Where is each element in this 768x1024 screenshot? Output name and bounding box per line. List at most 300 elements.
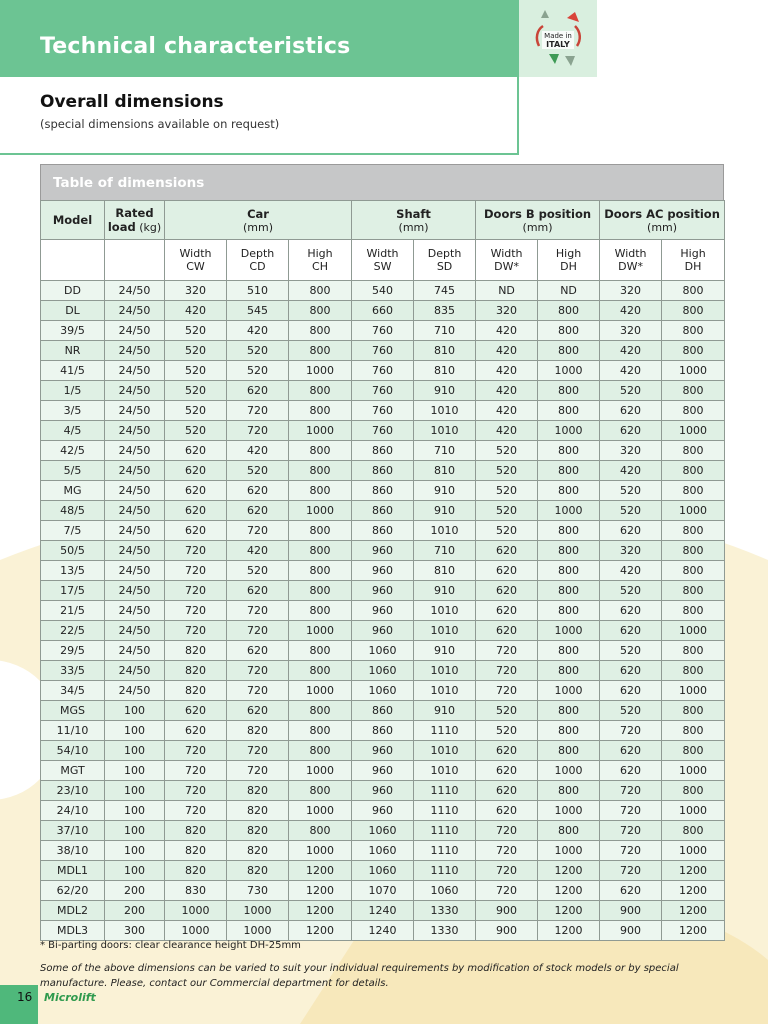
model-cell: 4/5 <box>41 421 105 441</box>
table-cell: 1010 <box>414 601 476 621</box>
model-cell: 42/5 <box>41 441 105 461</box>
table-cell: 1060 <box>352 821 414 841</box>
table-cell: 800 <box>289 661 352 681</box>
table-cell: 910 <box>414 641 476 661</box>
table-cell: 800 <box>538 301 600 321</box>
model-cell: 33/5 <box>41 661 105 681</box>
table-cell: 1070 <box>352 881 414 901</box>
table-cell: 420 <box>227 321 289 341</box>
section-title: Overall dimensions <box>40 92 224 112</box>
svg-text:ITALY: ITALY <box>546 40 570 49</box>
table-cell: 820 <box>227 801 289 821</box>
table-cell: 620 <box>165 441 227 461</box>
table-cell: 800 <box>538 521 600 541</box>
table-cell: 520 <box>600 501 662 521</box>
table-row <box>41 721 725 741</box>
table-cell: 720 <box>600 801 662 821</box>
table-cell: 100 <box>105 781 165 801</box>
table-cell: 800 <box>662 561 725 581</box>
subheader-empty <box>105 240 165 281</box>
subheader-cell: High DH <box>538 240 600 281</box>
table-cell: 620 <box>476 801 538 821</box>
table-row <box>41 581 725 601</box>
model-cell: 37/10 <box>41 821 105 841</box>
table-cell: 520 <box>476 461 538 481</box>
table-cell: 420 <box>600 341 662 361</box>
table-cell: 200 <box>105 901 165 921</box>
table-cell: 820 <box>165 661 227 681</box>
table-cell: 760 <box>352 381 414 401</box>
table-cell: 1000 <box>538 801 600 821</box>
table-cell: 800 <box>538 441 600 461</box>
footnote: * Bi-parting doors: clear clearance height DH-25mm <box>40 940 301 951</box>
table-cell: 620 <box>600 741 662 761</box>
table-cell: 860 <box>352 501 414 521</box>
table-cell: 800 <box>538 581 600 601</box>
table-cell: 800 <box>289 381 352 401</box>
table-cell: 910 <box>414 481 476 501</box>
model-cell: 48/5 <box>41 501 105 521</box>
table-cell: 100 <box>105 741 165 761</box>
table-cell: 800 <box>289 721 352 741</box>
table-cell: 820 <box>227 781 289 801</box>
table-cell: 420 <box>476 401 538 421</box>
table-cell: 100 <box>105 761 165 781</box>
table-cell: 820 <box>227 821 289 841</box>
model-cell: DD <box>41 281 105 301</box>
table-cell: 1000 <box>662 841 725 861</box>
table-cell: 860 <box>352 441 414 461</box>
table-cell: 620 <box>600 761 662 781</box>
table-cell: 800 <box>662 281 725 301</box>
table-cell: 800 <box>538 541 600 561</box>
table-cell: 1000 <box>289 801 352 821</box>
table-cell: 620 <box>165 721 227 741</box>
table-cell: 1000 <box>538 841 600 861</box>
model-cell: 21/5 <box>41 601 105 621</box>
table-cell: 800 <box>289 461 352 481</box>
table-cell: 760 <box>352 321 414 341</box>
table-cell: 860 <box>352 521 414 541</box>
table-cell: 24/50 <box>105 301 165 321</box>
table-cell: 24/50 <box>105 361 165 381</box>
table-cell: 720 <box>165 781 227 801</box>
model-cell: 54/10 <box>41 741 105 761</box>
table-cell: 1200 <box>538 881 600 901</box>
table-cell: 24/50 <box>105 281 165 301</box>
subheader-empty <box>41 240 105 281</box>
table-body <box>41 281 725 941</box>
table-cell: 620 <box>600 681 662 701</box>
model-cell: 39/5 <box>41 321 105 341</box>
model-cell: MGT <box>41 761 105 781</box>
table-cell: 900 <box>600 901 662 921</box>
made-in-italy-icon <box>519 0 597 77</box>
table-cell: 620 <box>165 501 227 521</box>
table-cell: 830 <box>165 881 227 901</box>
table-cell: 1060 <box>352 841 414 861</box>
table-cell: ND <box>538 281 600 301</box>
table-cell: 620 <box>165 461 227 481</box>
table-cell: 720 <box>476 881 538 901</box>
table-cell: 1000 <box>538 361 600 381</box>
table-row <box>41 441 725 461</box>
table-cell: 1110 <box>414 801 476 821</box>
table-cell: 900 <box>476 901 538 921</box>
table-cell: 1110 <box>414 861 476 881</box>
model-cell: 1/5 <box>41 381 105 401</box>
table-row <box>41 461 725 481</box>
table-cell: 1060 <box>352 861 414 881</box>
table-row <box>41 741 725 761</box>
section-subtitle: (special dimensions available on request) <box>40 117 280 131</box>
table-cell: 1000 <box>662 761 725 781</box>
table-cell: 420 <box>476 321 538 341</box>
table-cell: 760 <box>352 361 414 381</box>
table-cell: 520 <box>600 381 662 401</box>
header-shaft: Shaft (mm) <box>352 201 476 240</box>
table-cell: 1200 <box>289 921 352 941</box>
table-cell: 800 <box>662 541 725 561</box>
table-cell: 1000 <box>538 501 600 521</box>
table-cell: 900 <box>600 921 662 941</box>
subheader-cell: Depth CD <box>227 240 289 281</box>
model-cell: 24/10 <box>41 801 105 821</box>
table-row <box>41 301 725 321</box>
table-cell: 1000 <box>538 761 600 781</box>
table-cell: 800 <box>289 521 352 541</box>
table-cell: 720 <box>600 721 662 741</box>
table-cell: 720 <box>476 681 538 701</box>
table-cell: 510 <box>227 281 289 301</box>
table-row <box>41 641 725 661</box>
svg-text:Made in: Made in <box>544 32 572 40</box>
page-title: Technical characteristics <box>40 34 351 59</box>
table-cell: 1200 <box>662 901 725 921</box>
table-cell: 720 <box>476 841 538 861</box>
table-cell: 620 <box>600 881 662 901</box>
table-cell: 320 <box>600 281 662 301</box>
dimensions-table <box>40 200 725 941</box>
table-cell: 620 <box>227 641 289 661</box>
table-row <box>41 681 725 701</box>
table-cell: 24/50 <box>105 321 165 341</box>
header-car: Car (mm) <box>165 201 352 240</box>
table-cell: 1010 <box>414 401 476 421</box>
table-row <box>41 501 725 521</box>
table-cell: 620 <box>476 781 538 801</box>
table-cell: 1330 <box>414 921 476 941</box>
table-cell: 520 <box>227 461 289 481</box>
table-cell: 1000 <box>662 621 725 641</box>
table-cell: 800 <box>289 401 352 421</box>
table-cell: 620 <box>476 541 538 561</box>
table-cell: 420 <box>476 381 538 401</box>
table-cell: 520 <box>476 721 538 741</box>
subheader-cell: Width SW <box>352 240 414 281</box>
table-cell: 860 <box>352 481 414 501</box>
table-cell: 720 <box>227 661 289 681</box>
table-cell: 420 <box>227 541 289 561</box>
table-row <box>41 621 725 641</box>
table-cell: 910 <box>414 381 476 401</box>
table-cell: 420 <box>476 421 538 441</box>
table-row <box>41 281 725 301</box>
notice-text: Some of the above dimensions can be varied to suit your individual requirements by modification of stock models or by special manufacture. Please, contact our Commercial department for details. <box>40 963 679 989</box>
header-model: Model <box>41 201 105 240</box>
table-cell: 1110 <box>414 821 476 841</box>
table-cell: 910 <box>414 581 476 601</box>
table-cell: 24/50 <box>105 381 165 401</box>
table-cell: 730 <box>227 881 289 901</box>
table-cell: 800 <box>662 661 725 681</box>
header-doors-b: Doors B position (mm) <box>476 201 600 240</box>
table-cell: 1000 <box>662 801 725 821</box>
table-cell: 1240 <box>352 921 414 941</box>
table-cell: 620 <box>165 481 227 501</box>
table-cell: 24/50 <box>105 501 165 521</box>
table-cell: 800 <box>289 481 352 501</box>
table-cell: 1000 <box>662 681 725 701</box>
table-subheader-row <box>41 240 725 281</box>
table-cell: 910 <box>414 501 476 521</box>
subheader-rule-horizontal <box>0 153 519 155</box>
table-cell: 710 <box>414 321 476 341</box>
table-cell: 800 <box>538 401 600 421</box>
table-cell: 1010 <box>414 681 476 701</box>
table-cell: 720 <box>227 421 289 441</box>
table-cell: 820 <box>165 841 227 861</box>
table-cell: 300 <box>105 921 165 941</box>
table-cell: 720 <box>227 401 289 421</box>
table-cell: 800 <box>662 321 725 341</box>
table-row <box>41 521 725 541</box>
table-row <box>41 781 725 801</box>
table-cell: 1000 <box>289 681 352 701</box>
table-cell: 520 <box>165 361 227 381</box>
table-cell: 800 <box>662 781 725 801</box>
table-cell: 1010 <box>414 661 476 681</box>
table-cell: 800 <box>662 701 725 721</box>
table-cell: 1010 <box>414 521 476 541</box>
table-cell: 820 <box>227 861 289 881</box>
table-cell: 760 <box>352 341 414 361</box>
table-cell: 620 <box>600 401 662 421</box>
table-cell: 1200 <box>538 861 600 881</box>
table-row <box>41 801 725 821</box>
table-cell: 800 <box>662 341 725 361</box>
table-cell: 710 <box>414 441 476 461</box>
table-cell: 420 <box>600 301 662 321</box>
table-cell: 720 <box>165 581 227 601</box>
table-cell: 720 <box>600 841 662 861</box>
table-cell: 960 <box>352 801 414 821</box>
model-cell: MGS <box>41 701 105 721</box>
table-cell: 520 <box>227 561 289 581</box>
page-number: 16 <box>17 990 33 1004</box>
table-cell: 820 <box>165 821 227 841</box>
model-cell: 50/5 <box>41 541 105 561</box>
table-cell: 745 <box>414 281 476 301</box>
table-cell: 320 <box>600 321 662 341</box>
table-cell: 1000 <box>538 421 600 441</box>
table-cell: 24/50 <box>105 401 165 421</box>
table-cell: 1200 <box>662 881 725 901</box>
table-cell: 520 <box>165 401 227 421</box>
table-cell: 1200 <box>538 921 600 941</box>
model-cell: 62/20 <box>41 881 105 901</box>
table-cell: 820 <box>227 721 289 741</box>
table-cell: 24/50 <box>105 441 165 461</box>
table-cell: 800 <box>289 741 352 761</box>
table-row <box>41 921 725 941</box>
table-cell: 800 <box>289 281 352 301</box>
table-cell: 960 <box>352 601 414 621</box>
table-cell: 800 <box>662 601 725 621</box>
table-cell: 720 <box>227 741 289 761</box>
table-cell: 620 <box>476 601 538 621</box>
subheader-cell: Depth SD <box>414 240 476 281</box>
table-cell: 1200 <box>662 921 725 941</box>
table-cell: 960 <box>352 581 414 601</box>
table-cell: 520 <box>476 701 538 721</box>
table-cell: 800 <box>662 741 725 761</box>
table-cell: 200 <box>105 881 165 901</box>
table-cell: 1000 <box>538 681 600 701</box>
table-cell: 1000 <box>227 921 289 941</box>
table-cell: 960 <box>352 741 414 761</box>
table-cell: 520 <box>600 701 662 721</box>
model-cell: MDL3 <box>41 921 105 941</box>
table-cell: 520 <box>227 361 289 381</box>
table-cell: 620 <box>227 701 289 721</box>
table-cell: 24/50 <box>105 661 165 681</box>
table-cell: 720 <box>227 601 289 621</box>
table-cell: 720 <box>476 641 538 661</box>
table-cell: 24/50 <box>105 681 165 701</box>
table-cell: 835 <box>414 301 476 321</box>
table-cell: 1000 <box>662 421 725 441</box>
table-cell: 100 <box>105 821 165 841</box>
table-cell: 620 <box>165 701 227 721</box>
table-cell: 1200 <box>289 901 352 921</box>
table-cell: 24/50 <box>105 341 165 361</box>
table-cell: 800 <box>538 781 600 801</box>
table-cell: 720 <box>165 801 227 821</box>
table-cell: 420 <box>600 361 662 381</box>
model-cell: 3/5 <box>41 401 105 421</box>
table-cell: 720 <box>165 601 227 621</box>
table-cell: 800 <box>538 321 600 341</box>
table-cell: 800 <box>538 341 600 361</box>
table-cell: 1110 <box>414 721 476 741</box>
table-cell: 810 <box>414 341 476 361</box>
table-cell: 720 <box>227 681 289 701</box>
table-cell: 800 <box>289 341 352 361</box>
table-cell: 1060 <box>352 641 414 661</box>
table-cell: 420 <box>227 441 289 461</box>
table-cell: 620 <box>476 741 538 761</box>
table-cell: 910 <box>414 701 476 721</box>
table-cell: 800 <box>538 461 600 481</box>
table-row <box>41 761 725 781</box>
table-cell: 1110 <box>414 841 476 861</box>
model-cell: MDL2 <box>41 901 105 921</box>
table-cell: 800 <box>289 601 352 621</box>
table-row <box>41 541 725 561</box>
model-cell: 38/10 <box>41 841 105 861</box>
model-cell: MDL1 <box>41 861 105 881</box>
table-cell: 520 <box>476 441 538 461</box>
table-cell: 720 <box>227 761 289 781</box>
table-cell: 420 <box>476 361 538 381</box>
table-cell: 760 <box>352 401 414 421</box>
subheader-cell: Width CW <box>165 240 227 281</box>
table-cell: 420 <box>600 461 662 481</box>
table-cell: 860 <box>352 701 414 721</box>
table-cell: 800 <box>289 541 352 561</box>
subheader-rule-vertical <box>517 0 519 155</box>
table-cell: 24/50 <box>105 421 165 441</box>
table-cell: 800 <box>662 581 725 601</box>
table-cell: 800 <box>662 641 725 661</box>
table-cell: 800 <box>289 821 352 841</box>
table-cell: ND <box>476 281 538 301</box>
table-group-header-row <box>41 201 725 240</box>
table-cell: 1000 <box>289 621 352 641</box>
table-cell: 960 <box>352 561 414 581</box>
table-row <box>41 361 725 381</box>
table-cell: 800 <box>289 561 352 581</box>
table-cell: 960 <box>352 621 414 641</box>
table-cell: 900 <box>476 921 538 941</box>
subheader-cell: Width DW* <box>476 240 538 281</box>
table-cell: 520 <box>227 341 289 361</box>
model-cell: NR <box>41 341 105 361</box>
table-cell: 860 <box>352 721 414 741</box>
table-cell: 800 <box>289 301 352 321</box>
table-cell: 620 <box>476 561 538 581</box>
table-cell: 1240 <box>352 901 414 921</box>
table-cell: 24/50 <box>105 641 165 661</box>
table-row <box>41 421 725 441</box>
made-in-italy-logo <box>519 0 597 77</box>
table-cell: 720 <box>227 621 289 641</box>
table-row <box>41 321 725 341</box>
table-row <box>41 661 725 681</box>
table-cell: 720 <box>476 861 538 881</box>
table-cell: 520 <box>165 421 227 441</box>
model-cell: 22/5 <box>41 621 105 641</box>
table-cell: 1200 <box>662 861 725 881</box>
dimensions-table-panel <box>40 164 724 941</box>
table-cell: 960 <box>352 781 414 801</box>
subheader-cell: Width DW* <box>600 240 662 281</box>
table-row <box>41 561 725 581</box>
table-cell: 800 <box>538 641 600 661</box>
table-cell: 620 <box>227 581 289 601</box>
table-cell: 24/50 <box>105 461 165 481</box>
table-cell: 620 <box>227 481 289 501</box>
table-cell: 620 <box>476 761 538 781</box>
model-cell: 29/5 <box>41 641 105 661</box>
table-cell: 545 <box>227 301 289 321</box>
table-cell: 720 <box>165 741 227 761</box>
table-cell: 800 <box>289 581 352 601</box>
header-doors-ac: Doors AC position (mm) <box>600 201 725 240</box>
table-cell: 520 <box>476 521 538 541</box>
table-row <box>41 841 725 861</box>
